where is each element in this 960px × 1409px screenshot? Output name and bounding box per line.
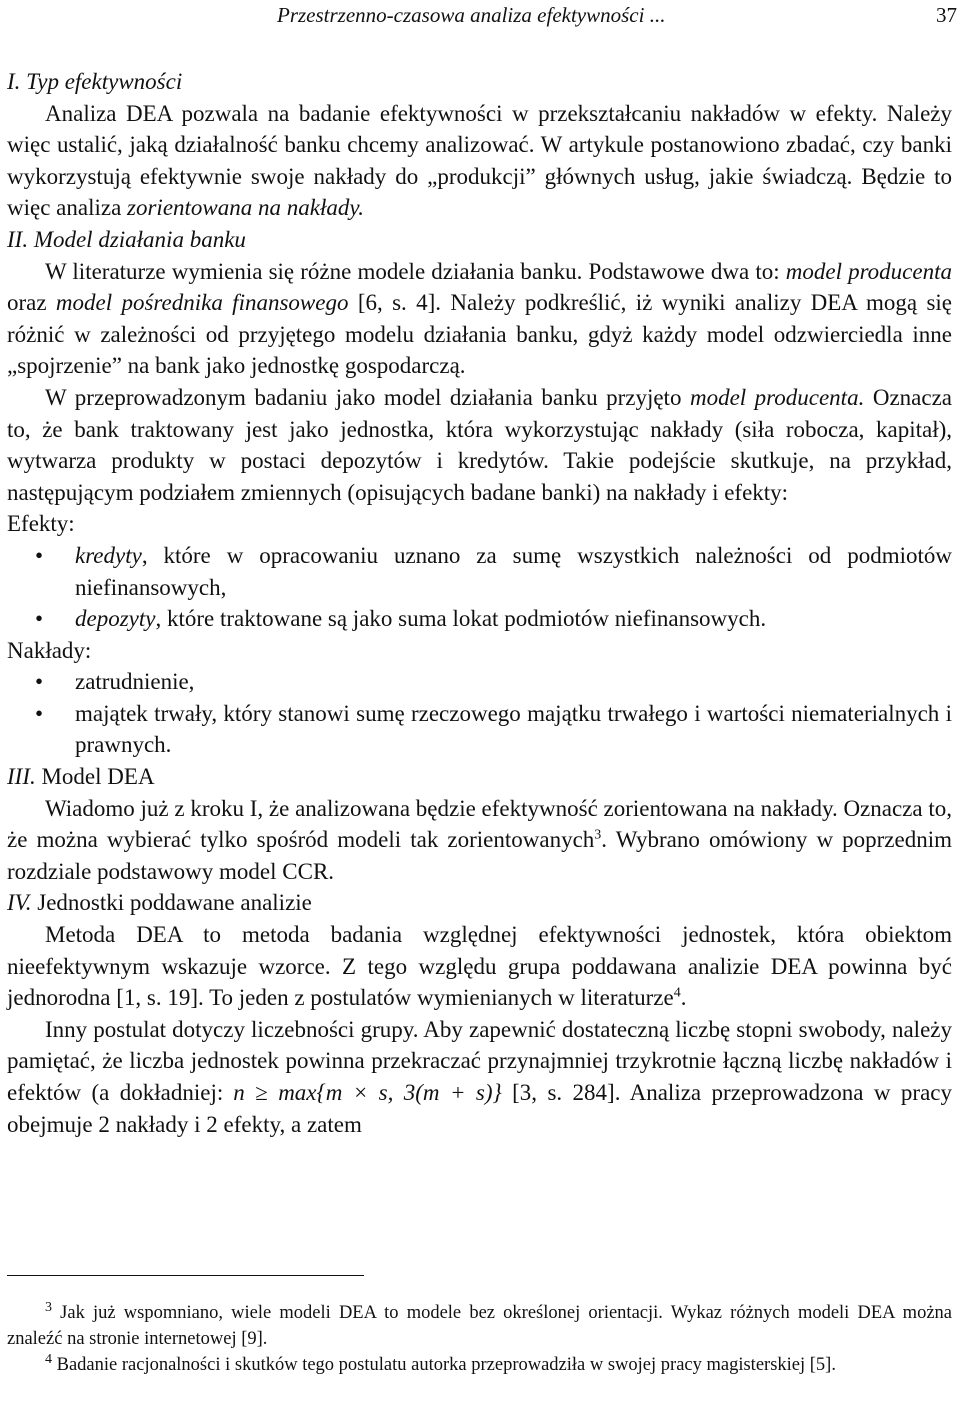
body-text [7,66,952,1140]
bullet-icon: • [35,542,44,568]
paragraph: Wiadomo już z kroku I, że analizowana będzie efektywność zorientowana na nakłady. Oznacza to, że można wybierać tylko spośród modeli tak zorientowanych$^3$. Wybrano omówiony w poprzednim rozdziale podstawowy model CCR. [7,795,952,884]
list-item: • kredyty, które w opracowaniu uznano za sumę wszystkich należności od podmiotów niefinansowych, [7,540,952,603]
page-number: 37 [936,3,957,27]
footnote: $^4$ Badanie racjonalności i skutków tego postulatu autorka przeprowadziła w swojej pracy magisterskiej [5]. [45,1351,836,1375]
list-item: • majątek trwały, który stanowi sumę rzeczowego majątku trwałego i wartości niematerialnych i prawnych. [7,698,952,761]
section-heading-2: II. Model działania banku [7,226,246,252]
section-heading-1: I. Typ efektywności [7,69,183,94]
list-item: • zatrudnienie, [7,666,952,698]
paragraph: Analiza DEA pozwala na badanie efektywności w przekształcaniu nakładów w efekty. Należy więc ustalić, jaką działalność banku chcemy analizować. W artykule postanowiono zbadać, czy banki wykorzystują efektywnie swoje nakłady do „produkcji” głównych usług, jakie świadczą. Będzie to więc analiza zorientowana na nakłady. [7,100,952,221]
paragraph: Metoda DEA to metoda badania względnej efektywności jednostek, która obiektom nieefektywnym wskazuje wzorce. Z tego względu grupa poddawana analizie DEA powinna być jednorodna [1, s. 19]. To jeden z postulatów wymienianych w literaturze$^4$. [7,922,952,1011]
bullet-icon: • [35,606,44,632]
section-heading-4: IV. Jednostki poddawane analizie [7,890,312,916]
paragraph: Inny postulat dotyczy liczebności grupy. Aby zapewnić dostateczną liczbę stopni swobody, należy pamiętać, że liczba jednostek powinna przekraczać przynajmniej trzykrotnie łączną liczbę nakładów i efektów (a dokładniej: n ≥ max{m × s, 3(m + s)} [3, s. 284]. Analiza przeprowadzona w pracy obejmuje 2 nakłady i 2 efekty, a zatem [7,1016,953,1137]
bullet-icon: • [35,669,44,695]
header-title: Przestrzenno-czasowa analiza efektywności ... [277,3,666,27]
paragraph: W literaturze wymienia się różne modele działania banku. Podstawowe dwa to: model producenta oraz model pośrednika finansowego [6, s. 4]. Należy podkreślić, iż wyniki analizy DEA mogą się różnić w zależności od przyjętego modelu działania banku, gdyż każdy model odzwierciedla inne „spojrzenie” na bank jako jednostkę gospodarczą. [7,258,953,379]
running-header [277,3,957,28]
footnote-separator [7,1275,364,1276]
inputs-label: Nakłady: [7,637,92,663]
footnote: $^3$ Jak już wspomniano, wiele modeli DEA to modele bez określonej orientacji. Wykaz różnych modeli DEA można znaleźć na stronie internetowej [9]. [7,1299,952,1349]
formula: n ≥ max{m × s, 3(m + s)} [233,1080,502,1105]
bullet-icon: • [35,700,44,726]
section-heading-3: III. Model DEA [7,764,155,790]
paragraph: W przeprowadzonym badaniu jako model działania banku przyjęto model producenta. Oznacza to, że bank traktowany jest jako jednostka, która wykorzystując nakłady (siła robocza, kapitał), wytwarza produkty w postaci depozytów i kredytów. Takie podejście skutkuje, na przykład, następującym podziałem zmiennych (opisujących badane banki) na nakłady i efekty: [7,384,952,505]
list-item: • depozyty, które traktowane są jako suma lokat podmiotów niefinansowych. [7,603,952,635]
effects-label: Efekty: [7,511,75,537]
